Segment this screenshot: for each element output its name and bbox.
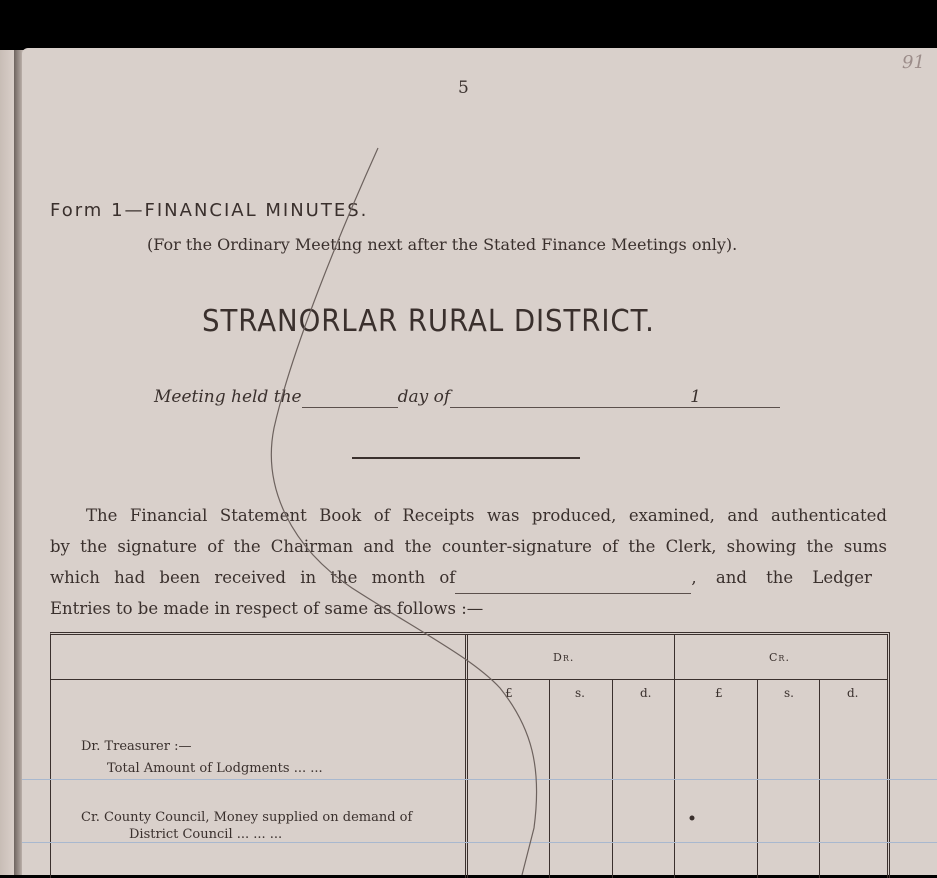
cr-pence-unit: d. bbox=[847, 686, 859, 700]
paragraph-line-1: The Financial Statement Book of Receipts was produced, examined, and authenticated bbox=[86, 506, 887, 525]
margin-pencil-mark: 91 bbox=[902, 52, 925, 73]
row-2-label-1: Cr. County Council, Money supplied on demand of bbox=[81, 810, 413, 825]
cr-shillings-unit: s. bbox=[784, 686, 794, 700]
meeting-prefix: Meeting held the bbox=[154, 387, 302, 407]
ledger-page bbox=[22, 48, 937, 875]
cr-pounds-unit: £ bbox=[715, 686, 723, 700]
dr-pence-unit: d. bbox=[640, 686, 652, 700]
paragraph-line-3b: , and the Ledger bbox=[691, 568, 872, 587]
cr-header: Cr. bbox=[769, 651, 790, 664]
dr-header: Dr. bbox=[553, 651, 575, 664]
paragraph-line-2: by the signature of the Chairman and the counter-signature of the Clerk, showing the sums bbox=[50, 537, 887, 556]
district-heading: STRANORLAR RURAL DISTRICT. bbox=[202, 304, 655, 339]
dr-shillings-unit: s. bbox=[575, 686, 585, 700]
paragraph-line-4: Entries to be made in respect of same as follows :— bbox=[50, 599, 484, 618]
pencil-stroke bbox=[22, 48, 937, 875]
row-1-label-1: Dr. Treasurer :— bbox=[81, 739, 192, 754]
paragraph-line-3a: which had been received in the month of bbox=[50, 568, 456, 587]
form-subtitle: (For the Ordinary Meeting next after the Stated Finance Meetings only). bbox=[147, 235, 738, 254]
row-1-label-2: Total Amount of Lodgments ... ... bbox=[107, 761, 323, 776]
form-title: Form 1—FINANCIAL MINUTES. bbox=[50, 200, 369, 221]
page-number: 5 bbox=[458, 78, 469, 98]
row-2-label-2: District Council ... ... ... bbox=[129, 827, 283, 842]
top-black-border bbox=[0, 0, 937, 50]
previous-page-edge bbox=[0, 50, 14, 875]
year-digit: 1 bbox=[690, 387, 701, 407]
meeting-day-of: day of bbox=[397, 387, 451, 407]
dr-pounds-unit: £ bbox=[505, 686, 513, 700]
